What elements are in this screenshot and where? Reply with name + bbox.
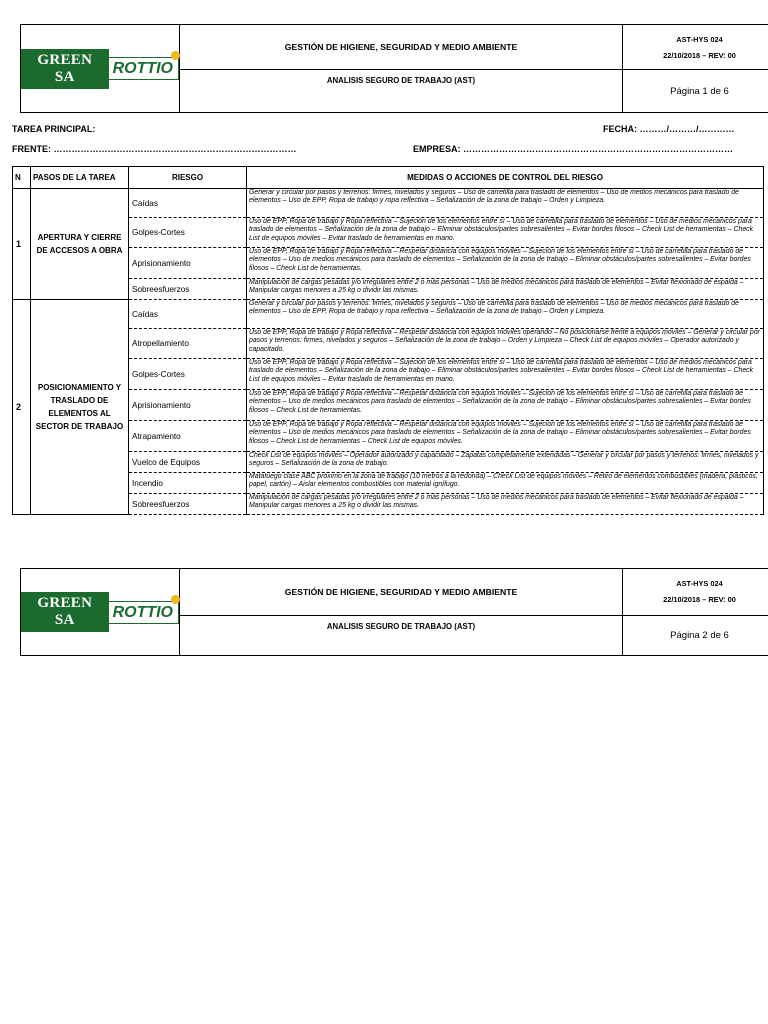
document-header — [20, 24, 768, 113]
company-logo — [21, 49, 179, 89]
step-description: APERTURA Y CIERRE DE ACCESOS A OBRA — [31, 189, 129, 300]
empresa-field: EMPRESA: ……………………………………………………………………………… — [413, 144, 734, 154]
risk-label: Vuelco de Equipos — [129, 452, 247, 473]
control-measure: Uso de EPP, Ropa de trabajo y Ropa reflectiva – Respetar distancia con equipos móviles – Sujeción de los elementos entre sí – Uso de carretilla para traslado de elementos – Uso de medios mecánicos para traslado de elementos – Señalización de la zona de trabajo – Eliminar obstáculos/partes sobresalientes – Evitar bordes filosos – Check List de herramientas – Check List de equipos móviles. — [247, 421, 764, 452]
risk-label: Golpes-Cortes — [129, 359, 247, 390]
step-number: 2 — [13, 300, 31, 515]
logo-brand-label: ROTTIO — [112, 603, 173, 621]
risk-label: Incendio — [129, 473, 247, 494]
document-code: AST-HYS 024 — [676, 579, 723, 589]
page-number: Página 1 de 6 — [623, 70, 768, 113]
risk-label: Aprisionamiento — [129, 390, 247, 421]
logo-cell — [21, 569, 180, 656]
logo-cell — [21, 25, 180, 113]
column-header-riesgo: RIESGO — [129, 167, 247, 189]
header-subtitle: ANALISIS SEGURO DE TRABAJO (AST) — [180, 615, 623, 655]
header-code-cell — [623, 25, 768, 70]
tarea-principal-label: TAREA PRINCIPAL: — [12, 124, 96, 134]
logo-accent-dot — [171, 595, 180, 604]
control-measure: Generar y circular por pasos y terrenos: firmes, nivelados y seguros – Uso de carretilla para traslado de elementos – Uso de medios mecánicos para traslado de elementos – Uso de EPP, Ropa de trabajo y ropa reflectiva – Señalización de la zona de trabajo – Orden y Limpieza. — [247, 189, 764, 218]
risk-label: Sobreesfuerzos — [129, 494, 247, 515]
column-header-n: N — [13, 167, 31, 189]
table-row — [13, 189, 764, 218]
risk-label: Caídas — [129, 300, 247, 329]
risk-label: Sobreesfuerzos — [129, 279, 247, 300]
control-measure: Uso de EPP, Ropa de trabajo y Ropa reflectiva – Respetar distancia con equipos móviles operando – No posicionarse frente a equipos móviles – Generar y circular por pasos y terrenos: firmes, nivelados y seguros – Señalización de la zona de trabajo – Orden y Limpieza – Check List de equipos móviles – Operador autorizado y capacitado. — [247, 329, 764, 359]
logo-green-text: GREEN SA — [21, 49, 109, 89]
task-table — [12, 166, 764, 515]
document-code: AST-HYS 024 — [676, 34, 723, 44]
step-number: 1 — [13, 189, 31, 300]
control-measure: Manipulación de cargas pesadas y/o irregulares entre 2 o más personas – Uso de medios mecánicos para traslado de elementos – Evitar flexionado de espalda – Manipular cargas menores a 25 kg o dividir las mismas. — [247, 279, 764, 300]
step-description: POSICIONAMIENTO Y TRASLADO DE ELEMENTOS AL SECTOR DE TRABAJO — [31, 300, 129, 515]
control-measure: Uso de EPP, Ropa de trabajo y Ropa reflectiva – Respetar distancia con equipos móviles – Sujeción de los elementos entre sí – Uso de carretilla para traslado de elementos – Uso de medios mecánicos para traslado de elementos – Señalización de la zona de trabajo – Eliminar obstáculos/partes sobresalientes – Evitar bordes filosos – Check List de herramientas. — [247, 390, 764, 421]
logo-accent-dot — [171, 51, 180, 60]
control-measure: Check List de equipos móviles – Operador autorizado y capacitado – Zapatas completamente extendidas – Generar y circular por pasos y terrenos: firmes, nivelados y seguros – Señalización de la zona de trabajo. — [247, 452, 764, 473]
column-header-medidas: MEDIDAS O ACCIONES DE CONTROL DEL RIESGO — [247, 167, 764, 189]
control-measure: Generar y circular por pasos y terrenos: firmes, nivelados y seguros – Uso de carretilla para traslado de elementos – Uso de medios mecánicos para traslado de elementos – Uso de EPP, Ropa de trabajo y ropa reflectiva – Señalización de la zona de trabajo – Orden y Limpieza. — [247, 300, 764, 329]
risk-label: Atropellamiento — [129, 329, 247, 359]
risk-label: Atrapamiento — [129, 421, 247, 452]
document-date-rev: 22/10/2018 – REV: 00 — [663, 595, 736, 605]
frente-field: FRENTE: ……………………………………………………………………… — [12, 144, 297, 154]
control-measure: Uso de EPP, Ropa de trabajo y Ropa reflectiva – Respetar distancia con equipos móviles – Sujeción de los elementos entre sí – Uso de carretilla para traslado de elementos – Uso de medios mecánicos para traslado de elementos – Señalización de la zona de trabajo – Eliminar obstáculos/partes sobresalientes – Evitar bordes filosos – Check List de herramientas. — [247, 248, 764, 279]
logo-brand-label: ROTTIO — [112, 60, 173, 77]
document-header-page-2 — [20, 568, 768, 656]
header-code-cell — [623, 569, 768, 616]
table-row — [13, 300, 764, 329]
company-logo — [21, 592, 179, 632]
header-title: GESTIÓN DE HIGIENE, SEGURIDAD Y MEDIO AMBIENTE — [180, 569, 623, 616]
risk-label: Caídas — [129, 189, 247, 218]
table-header-row — [13, 167, 764, 189]
risk-label: Aprisionamiento — [129, 248, 247, 279]
document-date-rev: 22/10/2018 – REV: 00 — [663, 50, 736, 60]
control-measure: Uso de EPP, Ropa de trabajo y Ropa reflectiva – Sujeción de los elementos entre sí – Uso de carretilla para traslado de elementos – Uso de medios mecánicos para traslado de elementos – Señalización de la zona de trabajo – Eliminar obstáculos/partes sobresalientes – Evitar bordes filosos – Check List de herramientas – Check List de equipos móviles – Evitar traslado de herramientas en mano. — [247, 218, 764, 248]
logo-brand-text — [109, 57, 179, 80]
header-title: GESTIÓN DE HIGIENE, SEGURIDAD Y MEDIO AMBIENTE — [180, 25, 623, 70]
control-measure: Uso de EPP, Ropa de trabajo y Ropa reflectiva – Sujeción de los elementos entre sí – Uso de carretilla para traslado de elementos – Uso de medios mecánicos para traslado de elementos – Señalización de la zona de trabajo – Eliminar obstáculos/partes sobresalientes – Evitar bordes filosos – Check List de herramientas – Check List de equipos móviles – Evitar traslado de herramientas en mano. — [247, 359, 764, 390]
header-subtitle: ANALISIS SEGURO DE TRABAJO (AST) — [180, 70, 623, 113]
control-measure: Manipulación de cargas pesadas y/o irregulares entre 2 o más personas – Uso de medios mecánicos para traslado de elementos – Evitar flexionado de espalda – Manipular cargas menores a 25 kg o dividir las mismas. — [247, 494, 764, 515]
fecha-field: FECHA: ………/………/………… — [603, 124, 735, 134]
column-header-pasos: PASOS DE LA TAREA — [31, 167, 129, 189]
page-number: Página 2 de 6 — [623, 615, 768, 655]
control-measure: Matafuego clase ABC próximo en la zona de trabajo (10 metros a la redonda) – Check List de equipos móviles – Retiro de elementos combustibles (madera, plásticos, papel, cartón) – Aislar elementos combustibles con material ignífugo. — [247, 473, 764, 494]
logo-brand-text — [109, 601, 179, 624]
risk-label: Golpes-Cortes — [129, 218, 247, 248]
logo-green-text: GREEN SA — [21, 592, 109, 632]
